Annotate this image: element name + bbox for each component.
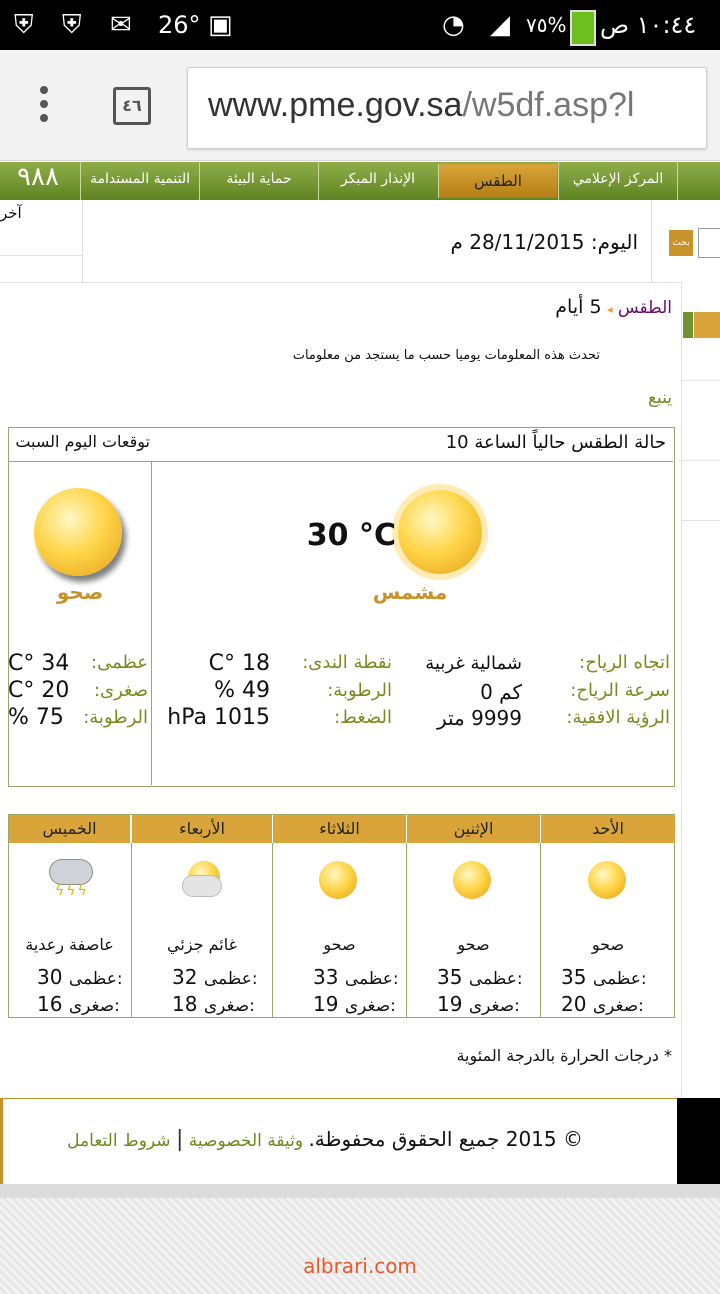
sun-icon <box>588 861 626 899</box>
forecast-column <box>131 843 272 1017</box>
shield-icon: ⛨ <box>62 10 82 40</box>
forecast-max: 32 <box>172 965 198 989</box>
copyright: © 2015 جميع الحقوق محفوظة. <box>308 1127 583 1151</box>
nav-item-media[interactable]: المركز الإعلامي <box>558 162 677 200</box>
sun-icon <box>453 861 491 899</box>
side-link[interactable]: آخر <box>0 204 22 222</box>
forecast-column <box>272 843 406 1017</box>
divider <box>681 460 720 461</box>
arrow-icon: ◂ <box>606 303 613 316</box>
forecast-table <box>8 814 675 1018</box>
nav-item-sustainable[interactable]: التنمية المستدامة <box>80 162 199 200</box>
browser-toolbar <box>0 50 720 161</box>
city-name: ينبع <box>647 388 672 408</box>
date-label: اليوم: <box>590 230 638 254</box>
clock: ١٠:٤٤ ص <box>600 11 697 39</box>
pressure-label: الضغط: <box>334 707 392 728</box>
lightning-icon: ϟϟϟ <box>55 883 89 899</box>
terms-link[interactable]: شروط التعامل <box>67 1131 171 1151</box>
nav-item-early-warning[interactable]: الإنذار المبكر <box>318 162 437 200</box>
sun-icon <box>34 488 122 576</box>
units-note: * درجات الحرارة بالدرجة المئوية <box>456 1046 672 1065</box>
humidity-label: الرطوبة: <box>327 680 392 701</box>
forecast-column <box>540 843 675 1017</box>
nav-item-environment[interactable]: حماية البيئة <box>199 162 318 200</box>
today-humidity-label: الرطوبة: <box>83 707 148 728</box>
dew-point-label: نقطة الندى: <box>302 652 392 673</box>
date-line <box>290 230 638 254</box>
footer-line <box>3 1127 583 1152</box>
nav-item-overflow[interactable] <box>677 162 720 200</box>
forecast-min: 19 <box>437 992 463 1016</box>
blackberry-icon: ✉ <box>110 10 132 40</box>
today-min-label: صغرى: <box>93 680 148 701</box>
search-input[interactable] <box>698 228 720 258</box>
breadcrumb <box>400 296 672 318</box>
sun-icon <box>319 861 357 899</box>
forecast-max: 35 <box>561 965 587 989</box>
divider <box>82 200 83 282</box>
breadcrumb-current: 5 أيام <box>555 296 602 318</box>
today-humidity-value: 75 % <box>8 705 64 730</box>
forecast-day-header: الثلاثاء <box>272 815 406 843</box>
nav-item-weather[interactable]: الطقس <box>438 164 557 198</box>
url-path: /w5df.asp?l <box>462 86 635 124</box>
nav-item-edge[interactable]: ٩٨٨ <box>17 162 59 192</box>
forecast-max-label: عظمى: <box>68 969 123 989</box>
side-tab-gold <box>694 312 720 338</box>
visibility-value: 9999 متر <box>436 706 522 730</box>
wind-dir-value: شمالية غربية <box>425 653 522 674</box>
search-button[interactable]: بحث <box>669 230 693 256</box>
forecast-desc: عاصفة رعدية <box>25 935 114 954</box>
forecast-min: 20 <box>561 992 587 1016</box>
footer-separator: | <box>175 1127 184 1152</box>
current-temp: 30 °C <box>306 518 396 553</box>
forecast-min-label: صغرى: <box>592 996 644 1016</box>
visibility-label: الرؤية الافقية: <box>566 707 670 728</box>
tabs-count-button[interactable]: ٤٦ <box>113 87 151 125</box>
forecast-day-header: الأحد <box>540 815 675 843</box>
overflow-menu-icon[interactable] <box>34 86 54 126</box>
wind-dir-label: اتجاه الرياح: <box>579 652 670 673</box>
forecast-max-label: عظمى: <box>592 969 647 989</box>
current-weather-panel <box>8 427 675 787</box>
forecast-min: 19 <box>313 992 339 1016</box>
forecast-desc: صحو <box>323 935 356 954</box>
url-domain: www.pme.gov.sa <box>208 86 463 124</box>
forecast-column <box>406 843 540 1017</box>
side-column <box>681 282 720 1098</box>
today-max-value: 34 °C <box>8 651 70 676</box>
weather-temp: 26° <box>158 11 201 39</box>
divider <box>681 380 720 381</box>
divider <box>651 200 652 282</box>
divider <box>152 427 153 461</box>
today-min-value: 20 °C <box>8 678 70 703</box>
date-value: 28/11/2015 م <box>450 230 585 254</box>
dew-point-value: 18 °C <box>208 651 270 676</box>
forecast-desc: غائم جزئي <box>167 935 237 954</box>
side-black-bar <box>677 1098 720 1184</box>
forecast-column <box>9 843 130 1017</box>
forecast-min: 16 <box>37 992 63 1016</box>
forecast-max-label: عظمى: <box>344 969 399 989</box>
humidity-value: 49 % <box>214 678 270 703</box>
forecast-min-label: صغرى: <box>203 996 255 1016</box>
forecast-max-label: عظمى: <box>468 969 523 989</box>
current-time-heading: حالة الطقس حالياً الساعة 10 <box>445 432 666 453</box>
current-condition: مشمس <box>372 580 448 604</box>
forecast-min: 18 <box>172 992 198 1016</box>
divider <box>681 520 720 521</box>
forecast-max: 35 <box>437 965 463 989</box>
status-bar <box>0 0 720 50</box>
forecast-min-label: صغرى: <box>344 996 396 1016</box>
pressure-value: 1015 hPa <box>167 705 270 730</box>
cloud-shape <box>182 875 222 897</box>
today-forecast-heading: توقعات اليوم السبت <box>15 432 150 451</box>
today-max-label: عظمى: <box>91 652 148 673</box>
forecast-desc: صحو <box>591 935 625 954</box>
forecast-desc: صحو <box>457 935 490 954</box>
no-sim-icon: ▣ <box>208 10 233 40</box>
update-notice: تحدث هذه المعلومات يوميا حسب ما يستجد من معلومات <box>292 348 600 363</box>
side-tab-green <box>683 312 693 338</box>
divider <box>0 255 82 256</box>
watermark: albrari.com <box>303 1254 417 1278</box>
today-condition: صحو <box>56 580 104 604</box>
wind-speed-value: كم 0 <box>480 680 522 704</box>
main-nav <box>0 162 720 200</box>
sun-icon <box>398 490 482 574</box>
divider <box>151 461 152 785</box>
wind-speed-label: سرعة الرياح: <box>570 680 670 701</box>
privacy-link[interactable]: وثيقة الخصوصية <box>188 1131 304 1151</box>
battery-icon <box>570 10 596 46</box>
url-bar[interactable] <box>187 67 707 149</box>
shield-icon: ⛨ <box>14 10 34 40</box>
forecast-day-header: الأربعاء <box>131 815 272 843</box>
forecast-min-label: صغرى: <box>468 996 520 1016</box>
forecast-max: 30 <box>37 965 63 989</box>
breadcrumb-root[interactable]: الطقس <box>617 298 672 318</box>
forecast-max: 33 <box>313 965 339 989</box>
forecast-max-label: عظمى: <box>203 969 258 989</box>
thunderstorm-icon <box>49 859 93 885</box>
battery-percent: ٧٥% <box>526 13 567 37</box>
forecast-day-header: الإثنين <box>406 815 540 843</box>
wifi-icon: ◔ <box>442 10 465 40</box>
footer <box>0 1098 680 1185</box>
forecast-day-header: الخميس <box>9 815 130 843</box>
forecast-min-label: صغرى: <box>68 996 120 1016</box>
signal-icon: ◢ <box>490 10 510 40</box>
